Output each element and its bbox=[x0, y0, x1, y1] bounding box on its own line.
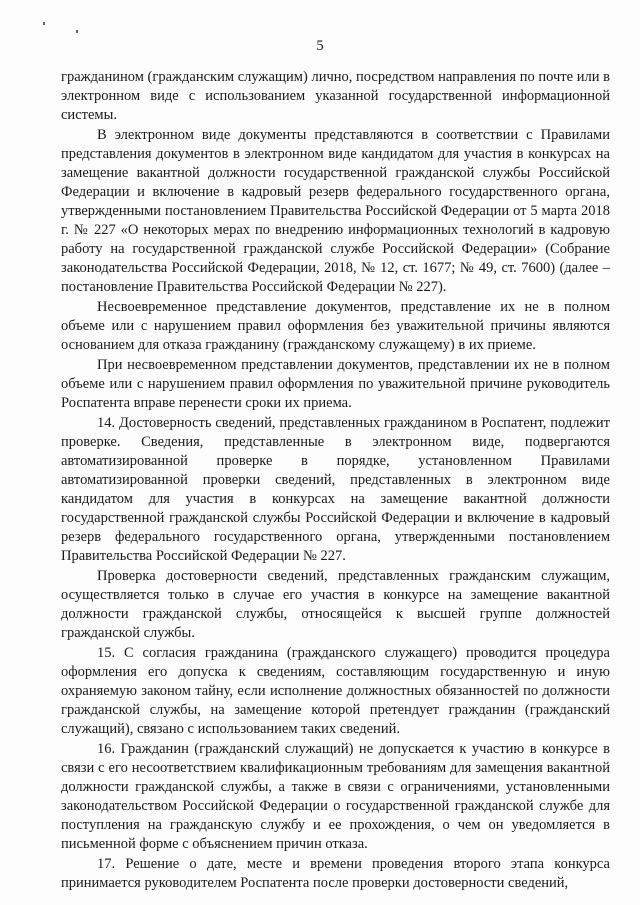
page-number: 5 bbox=[316, 38, 324, 54]
paragraph-continuation: гражданином (гражданским служащим) лично, посредством направления по почте или в электронном виде с использованием указанной государственной информационной системы. bbox=[61, 69, 610, 123]
paragraph-valid-reason: При несвоевременном представлении документов, представлении их не в полном объеме или с нарушением правил оформления по уважительной причине руководитель Роспатента вправе перенести сроки их приема. bbox=[61, 357, 610, 411]
paragraph-item-14: 14. Достоверность сведений, представленных гражданином в Роспатент, подлежит проверке. Сведения, представленные в электронном виде, подвергаются автоматизированной проверке в порядке, установленном Правилами автоматизированной проверки сведений, представленных в электронном виде кандидатом для участия в конкурсах на замещение вакантной должности государственной гражданской службы Российской Федерации и включение в кадровый резерв федерального государственного органа, утвержденными постановлением Правительства Российской Федерации № 227. bbox=[61, 415, 610, 564]
paragraph-late-submission: Несвоевременное представление документов, представление их не в полном объеме или с нарушением правил оформления без уважительной причины являются основанием для отказа гражданину (гражданскому служащему) в их приеме. bbox=[61, 299, 610, 353]
document-body bbox=[61, 68, 610, 894]
paragraph-item-17: 17. Решение о дате, месте и времени проведения второго этапа конкурса принимается руководителем Роспатента после проверки достоверности сведений, bbox=[61, 856, 610, 891]
paragraph-item-16: 16. Гражданин (гражданский служащий) не допускается к участию в конкурсе в связи с его несоответствием квалификационным требованиям для замещения вакантной должности гражданской службы, а также в связи с ограничениями, установленными законодательством Российской Федерации о государственной гражданской службе для поступления на гражданскую службу и ее прохождения, о чем он уведомляется в письменной форме с объяснением причин отказа. bbox=[61, 741, 610, 852]
paragraph-electronic-submission: В электронном виде документы представляются в соответствии с Правилами представления документов в электронном виде кандидатом для участия в конкурсах на замещение вакантной должности государственной гражданской службы Российской Федерации и включение в кадровый резерв федерального государственного органа, утвержденными постановлением Правительства Российской Федерации от 5 марта 2018 г. № 227 «О некоторых мерах по внедрению информационных технологий в кадровую работу на государственной гражданской службе Российской Федерации» (Собрание законодательства Российской Федерации, 2018, № 12, ст. 1677; № 49, ст. 7600) (далее – постановление Правительства Российской Федерации № 227). bbox=[61, 127, 610, 295]
scan-speck bbox=[76, 30, 78, 33]
scan-speck bbox=[43, 22, 45, 25]
paragraph-item-15: 15. С согласия гражданина (гражданского служащего) проводится процедура оформления его допуска к сведениям, составляющим государственную и иную охраняемую законом тайну, если исполнение должностных обязанностей по должности гражданской службы, на замещение которой претендует гражданин (гражданский служащий), связано с использованием таких сведений. bbox=[61, 645, 610, 737]
paragraph-verification-civil-servant: Проверка достоверности сведений, представленных гражданским служащим, осуществляется только в случае его участия в конкурсе на замещение вакантной должности гражданской службы, относящейся к высшей группе должностей гражданской службы. bbox=[61, 568, 610, 641]
